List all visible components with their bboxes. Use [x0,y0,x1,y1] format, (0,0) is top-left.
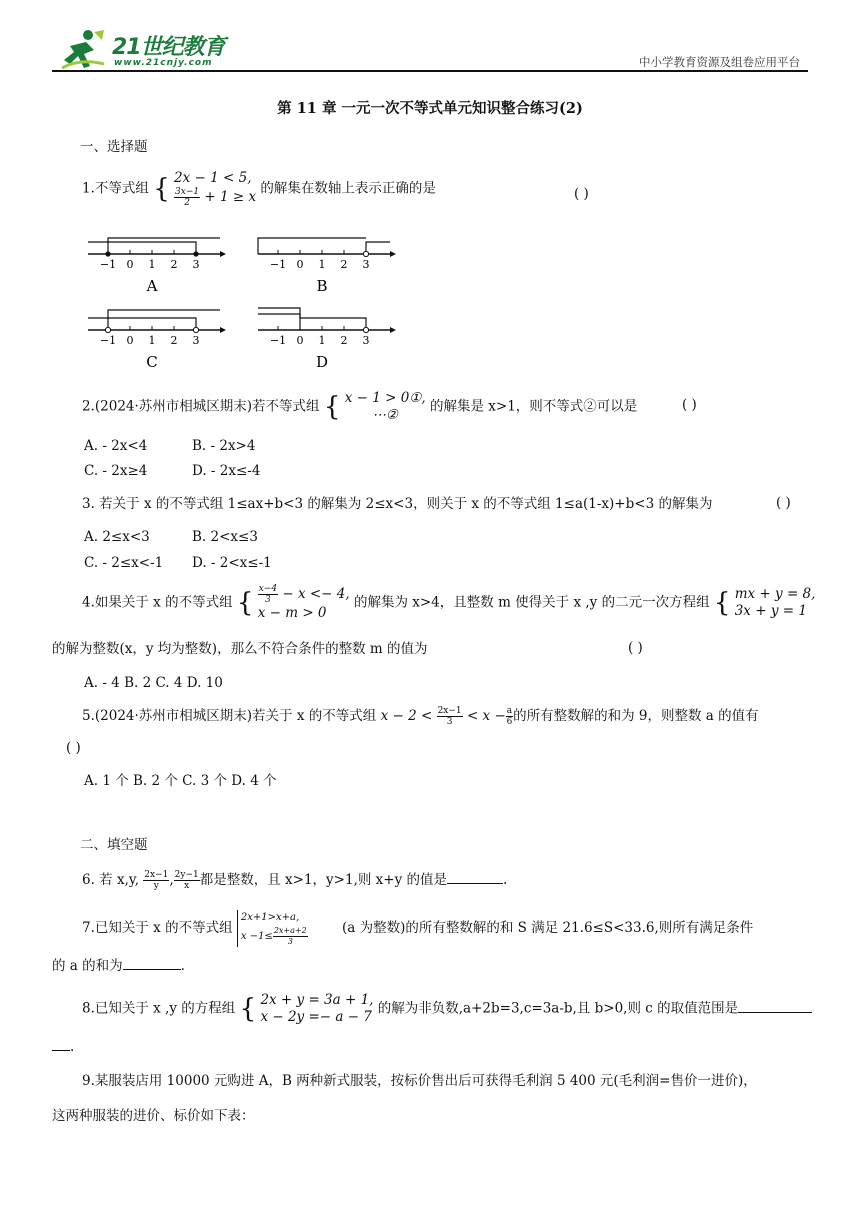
q3-option-a[interactable]: A. 2≤x<3 [84,529,150,545]
tick-label: 0 [296,258,304,271]
solution-ray [258,314,366,330]
q8-answer-blank[interactable] [738,1000,812,1013]
q4-line2: x − m > 0 [257,605,327,621]
tick-label: 0 [126,334,134,347]
q4-options[interactable]: A. - 4 B. 2 C. 4 D. 10 [84,675,223,691]
q8-answer-blank-cont[interactable] [52,1038,70,1051]
q3-option-d[interactable]: D. - 2<x≤-1 [192,555,272,571]
q4-mid: 的解集为 x>4，且整数 m 使得关于 x ,y 的二元一次方程组 [353,594,710,611]
q1-line2: $\frac{3x-1}{2}$ + 1 ≥ x [175,187,257,208]
tick-label: 0 [296,334,304,347]
q1-system [174,170,256,208]
question-9-line1: 9.某服装店用 10000 元购进 A，B 两种新式服装，按标价售出后可获得毛利润 5 400 元(毛利润=售价一进价)， [82,1073,757,1089]
solution-ray [88,242,196,254]
question-3: 3. 若关于 x 的不等式组 1≤ax+b<3 的解集为 2≤x<3，则关于 x 的不等式组 1≤a(1-x)+b<3 的解集为 [82,496,713,512]
q2-prefix: 2.(2024·苏州市相城区期末)若不等式组 [82,398,320,415]
q2-system [345,390,426,424]
q1-answer-paren[interactable]: ( ) [574,186,589,202]
open-dot [363,251,368,256]
axis-arrow-icon [390,327,396,333]
q2-line1: x − 1 > 0①, [344,390,426,406]
tick-label: 2 [340,334,348,347]
logo-brand-text: 21世纪教育 [112,35,225,60]
q4-equation-system: mx + y = 8, 3x + y = 1 [734,586,816,619]
solution-ray [366,242,390,254]
q2-option-a[interactable]: A. - 2x<4 [84,438,148,454]
page-title: 第 11 章 一元一次不等式单元知识整合练习(2) [277,100,583,117]
tick-label: 2 [170,258,178,271]
q1-prefix: 1.不等式组 [82,180,149,197]
open-dot [105,327,110,332]
q1-suffix: 的解集在数轴上表示正确的是 [260,180,436,197]
question-5: 5.(2024·苏州市相城区期末)若关于 x 的不等式组 x − 2 < $\frac{2x-1}{3}$ < x − $\frac{a}{6}$ 的所有整数解的和为 9，则整数 a 的值有 [82,706,759,727]
q2-option-c[interactable]: C. - 2x≥4 [84,463,148,479]
logo-url-text: www.21cnjy.com [114,58,213,68]
left-brace: { [713,588,731,618]
q4-prefix: 4.如果关于 x 的不等式组 [82,594,233,611]
tick-label: 3 [362,334,370,347]
q1-number-lines [80,224,410,380]
q7-answer-blank[interactable] [123,957,181,970]
q2-line2: ⋯② [372,407,398,423]
question-6: 6. 若 x,y, $\frac{2x-1}{y}$ , $\frac{2y-1}{x}$ 都是整数，且 x>1，y>1,则 x+y 的值是 . [82,870,508,891]
platform-name: 中小学教育资源及组卷应用平台 [639,55,800,69]
question-7: 7.已知关于 x 的不等式组 2x+1>x+a, x −1≤ $\frac{2x+a+2}{3}$ (a 为整数)的所有整数解的和 S 满足 21.6≤S<33.6,则所有满足条件 [82,912,754,946]
q1-fraction: $\frac{3x-1}{2}$ [175,187,200,208]
axis-arrow-icon [220,327,226,333]
q2-option-b[interactable]: B. - 2x>4 [192,438,256,454]
q2-answer-paren[interactable]: ( ) [682,397,697,413]
solution-ray [258,238,366,254]
q3-answer-paren[interactable]: ( ) [776,495,791,511]
figure-option-label: A [146,277,158,295]
tick-label: −1 [269,334,287,347]
tick-label: 1 [318,258,326,271]
question-2 [82,390,637,424]
tick-label: 3 [362,258,370,271]
q4-answer-paren[interactable]: ( ) [628,640,643,656]
q5-answer-paren[interactable]: ( ) [66,740,81,756]
open-dot [363,327,368,332]
tick-label: 1 [318,334,326,347]
tick-label: 1 [148,334,156,347]
closed-dot [105,251,110,256]
left-brace: { [323,392,341,422]
q6-answer-blank[interactable] [447,871,503,884]
q2-suffix: 的解集是 x>1，则不等式②可以是 [429,398,638,415]
section-heading-choice: 一、选择题 [80,139,148,155]
axis-arrow-icon [220,251,226,257]
runner-logo-icon [60,28,106,72]
closed-dot [193,251,198,256]
header-divider [52,70,808,72]
tick-label: 2 [340,258,348,271]
tick-label: 0 [126,258,134,271]
solution-ray [108,238,220,254]
tick-label: 3 [192,334,200,347]
tick-label: −1 [269,258,287,271]
q7-continuation: 的 a 的和为 . [52,958,185,974]
axis-arrow-icon [390,251,396,257]
figure-option-label: D [315,353,329,371]
solution-ray [108,310,220,330]
left-brace: { [236,588,254,618]
q2-option-d[interactable]: D. - 2x≤-4 [192,463,261,479]
tick-label: 3 [192,258,200,271]
figure-option-label: C [146,353,158,371]
q3-option-c[interactable]: C. - 2≤x<-1 [84,555,164,571]
q3-option-b[interactable]: B. 2<x≤3 [192,529,258,545]
q8-system: 2x + y = 3a + 1, x − 2y =− a − 7 [260,992,374,1025]
q4-line1: $\frac{x-4}{3}$ − x <− 4, [258,584,350,605]
q8-continuation: . [52,1038,74,1056]
tick-label: −1 [99,258,117,271]
q1-line1: 2x − 1 < 5, [174,170,252,186]
tick-label: −1 [99,334,117,347]
header-logo [60,28,230,72]
tick-label: 2 [170,334,178,347]
q4-system [258,584,350,622]
solution-ray [88,318,196,330]
q5-options[interactable]: A. 1 个 B. 2 个 C. 3 个 D. 4 个 [84,773,277,789]
section-heading-fill: 二、填空题 [80,837,148,853]
question-4 [82,584,815,622]
q7-system: 2x+1>x+a, x −1≤ $\frac{2x+a+2}{3}$ [237,910,308,947]
left-brace: { [153,174,170,204]
q4-continuation: 的解为整数(x，y 均为整数)，那么不符合条件的整数 m 的值为 [52,641,428,657]
tick-label: 1 [148,258,156,271]
question-9-line2: 这两种服装的进价、标价如下表： [52,1108,255,1124]
figure-option-label: B [316,277,328,295]
solution-ray [258,308,300,330]
question-8: 8.已知关于 x ,y 的方程组 { 2x + y = 3a + 1, x − 2y =− a − 7 的解为非负数,a+2b=3,c=3a-b,且 b>0,则 c 的取值范围是 [82,992,812,1026]
question-1 [82,170,436,208]
open-dot [193,327,198,332]
